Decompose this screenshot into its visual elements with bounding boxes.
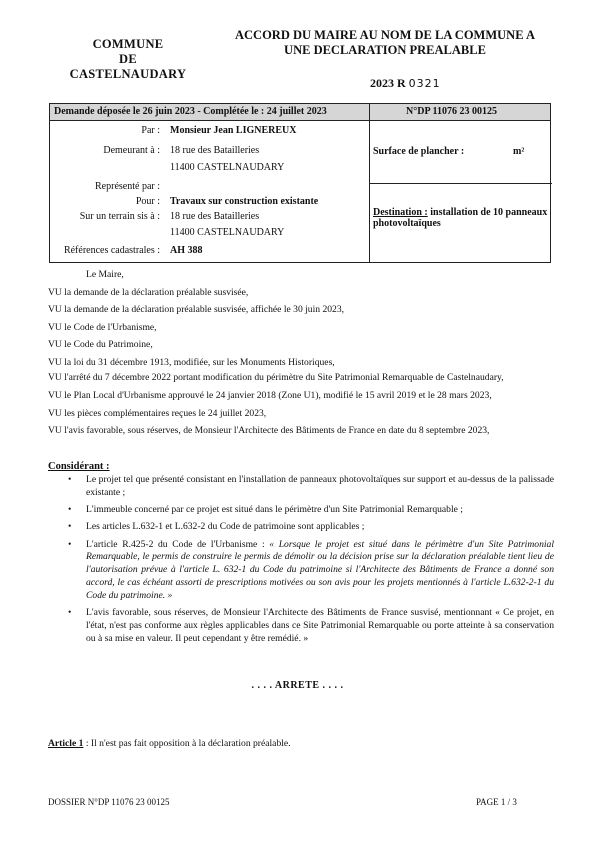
visa-line: VU l'arrêté du 7 décembre 2022 portant modification du périmètre du Site Patrimonial Remarquable de Castelnaudary, <box>48 371 504 383</box>
title-line: ACCORD DU MAIRE AU NOM DE LA COMMUNE A <box>235 28 535 42</box>
bullet-icon: • <box>68 538 72 550</box>
row-divider <box>369 183 552 184</box>
request-info-table <box>49 103 551 263</box>
commune-line: COMMUNE <box>92 37 164 51</box>
list-item <box>48 474 554 500</box>
considerant-text: L'avis favorable, sous réserves, de Monsieur l'Architecte des Bâtiments de France susvisé, mentionnant « Ce projet, en l'état, n'est pas conforme aux règles applicables dans ce Site Patrimonial Remarquable ou porte atteinte à sa conservation ou à sa mise en valeur. Il peut cependant y être remédié. » <box>86 607 554 644</box>
list-item <box>48 607 554 645</box>
commune-line: DE <box>119 52 137 66</box>
visa-line: VU le Code du Patrimoine, <box>48 339 153 351</box>
arrete-heading: . . . . ARRETE . . . . <box>251 680 344 691</box>
list-item <box>48 504 554 517</box>
list-item <box>48 521 554 534</box>
value-cadastre: AH 388 <box>170 245 203 256</box>
footer-page-number: PAGE 1 / 3 <box>476 797 517 807</box>
value-address-city: 11400 CASTELNAUDARY <box>170 162 285 173</box>
label-pour: Pour : <box>135 196 160 207</box>
request-dates: Demande déposée le 26 juin 2023 - Complétée le : 24 juillet 2023 <box>54 106 327 117</box>
label-represente: Représenté par : <box>95 181 160 192</box>
bullet-icon: • <box>68 504 72 516</box>
value-address-street: 18 rue des Batailleries <box>170 145 260 156</box>
document-title <box>215 28 555 58</box>
considerant-text: Les articles L.632-1 et L.632-2 du Code de patrimoine sont applicables ; <box>86 521 365 533</box>
considerant-text: Le projet tel que présenté consistant en l'installation de panneaux photovoltaïques sur support et au-dessus de la palissade existante ; <box>86 474 554 498</box>
visa-line: VU le Plan Local d'Urbanisme approuvé le 24 janvier 2018 (Zone U1), modifié le 15 avril 2019 et le 28 mars 2023, <box>48 390 492 402</box>
considerant-text: L'immeuble concerné par ce projet est situé dans le périmètre d'un Site Patrimonial Remarquable ; <box>86 504 463 516</box>
label-terrain: Sur un terrain sis à : <box>79 211 160 222</box>
surface-unit: m² <box>513 146 525 157</box>
reference-handwritten: 0321 <box>408 77 441 90</box>
value-applicant: Monsieur Jean LIGNEREUX <box>170 125 297 136</box>
label-par: Par : <box>141 125 160 136</box>
surface-field <box>373 146 525 157</box>
value-terrain-city: 11400 CASTELNAUDARY <box>170 227 285 238</box>
label-demeurant: Demeurant à : <box>103 145 160 156</box>
label-cadastre: Références cadastrales : <box>63 245 160 256</box>
considerant-text: L'article R.425-2 du Code de l'Urbanisme : <box>86 538 270 550</box>
footer-dossier: DOSSIER N°DP 11076 23 00125 <box>48 797 170 807</box>
visa-line: VU la loi du 31 décembre 1913, modifiée, sur les Monuments Historiques, <box>48 356 335 368</box>
surface-label: Surface de plancher : <box>373 146 465 157</box>
destination-label: Destination : <box>373 207 428 218</box>
dossier-number: N°DP 11076 23 00125 <box>406 106 497 117</box>
visa-line: VU l'avis favorable, sous réserves, de Monsieur l'Architecte des Bâtiments de France en date du 8 septembre 2023, <box>48 425 490 437</box>
bullet-icon: • <box>68 474 72 485</box>
article-1-title: Article 1 <box>48 738 84 749</box>
le-maire: Le Maire, <box>86 269 124 280</box>
title-line: UNE DECLARATION PREALABLE <box>284 43 486 57</box>
value-terrain-street: 18 rue des Batailleries <box>170 211 260 222</box>
visa-line: VU la demande de la déclaration préalable susvisée, <box>48 286 249 298</box>
bullet-icon: • <box>68 521 72 533</box>
commune-name <box>48 37 208 82</box>
destination-value: installation de 10 panneaux photovoltaïques <box>373 207 548 229</box>
reference-printed: 2023 R <box>370 76 406 90</box>
arrete-reference <box>370 76 441 91</box>
article-1 <box>48 738 291 749</box>
considerant-section <box>48 474 554 650</box>
visa-line: VU le Code de l'Urbanisme, <box>48 321 157 333</box>
visa-line: VU la demande de la déclaration préalable susvisée, affichée le 30 juin 2023, <box>48 304 345 316</box>
visa-line: VU les pièces complémentaires reçues le 24 juillet 2023, <box>48 407 267 419</box>
list-item <box>48 539 554 603</box>
bullet-icon: • <box>68 607 72 619</box>
table-header <box>50 104 550 121</box>
visas-section <box>48 266 554 440</box>
commune-line: CASTELNAUDARY <box>69 67 187 81</box>
considerant-title: Considérant : <box>48 461 110 472</box>
value-works: Travaux sur construction existante <box>170 196 319 207</box>
article-1-text: : Il n'est pas fait opposition à la déclaration préalable. <box>83 738 291 749</box>
destination-field <box>373 207 548 229</box>
considerant-quote: « Lorsque le projet est situé dans le périmètre d'un Site Patrimonial Remarquable, le permis de construire le permis de démolir ou la décision prise sur la déclaration préalable tient lieu de l'autorisation prévue à l'article L. 632-1 du Code du patrimoine si l'Architecte des Bâtiments de France a donné son accord, le cas échéant assorti de prescriptions motivées ou son avis pour les projets mentionnés à l'article L.632-2-1 du Code du patrimoine. » <box>86 538 554 601</box>
